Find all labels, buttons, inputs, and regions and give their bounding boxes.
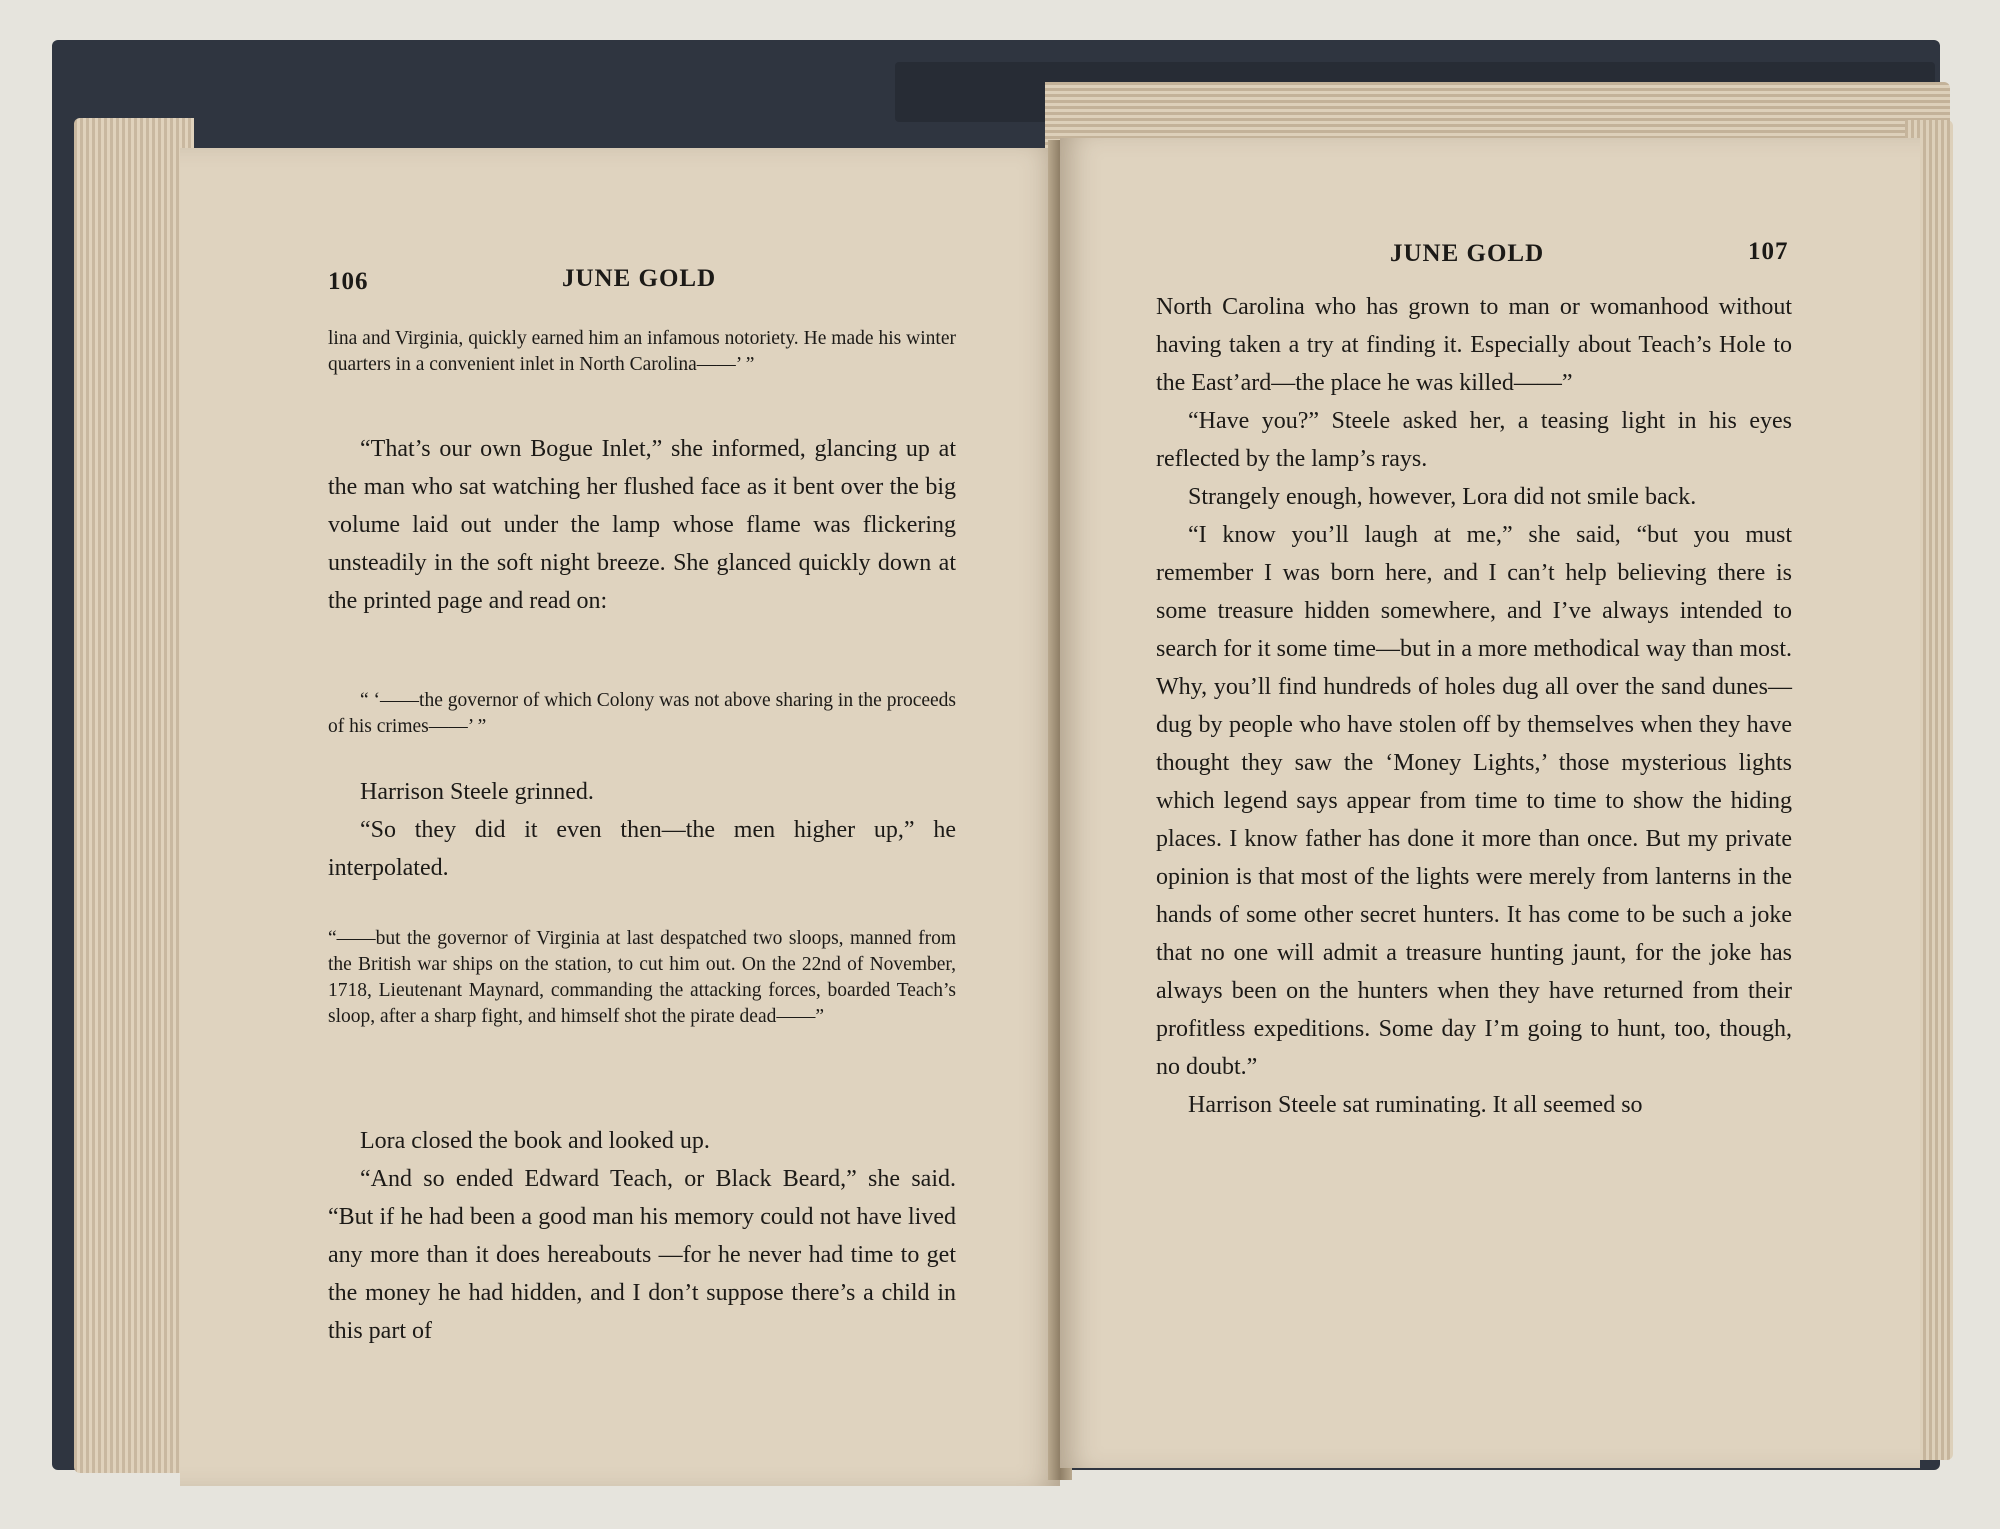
right-body xyxy=(1156,288,1792,1124)
body-paragraph: Lora closed the book and looked up. xyxy=(360,1128,710,1154)
body-paragraph: “So they did it even then—the men higher up,” he interpolated. xyxy=(328,817,956,881)
quote-paragraph: “ ‘——the governor of which Colony was not above sharing in the proceeds of his crimes——’ ” xyxy=(328,690,956,737)
body-paragraph: Strangely enough, however, Lora did not smile back. xyxy=(1188,484,1697,510)
quote-paragraph: “——but the governor of Virginia at last despatched two sloops, manned from the British war ships on the station, to cut him out. On the 22nd of November, 1718, Lieutenant Maynard, commanding the attacking forces, boarded Teach’s sloop, after a sharp fight, and himself shot the pirate dead——” xyxy=(328,928,956,1027)
body-paragraph: “I know you’ll laugh at me,” she said, “but you must remember I was born here, and I can’t help believing there is some treasure hidden somewhere, and I’ve always intended to search for it some time—but in a more methodical way than most. Why, you’ll find hundreds of holes dug all over the sand dunes—dug by people who have stolen off by themselves when they have thought they saw the ‘Money Lights,’ those mysterious lights which legend says appear from time to time to show the hiding places. I know father has done it more than once. But my private opinion is that most of the lights were merely from lanterns in the hands of some other secret hunters. It has come to be such a joke that no one will admit a treasure hunting jaunt, for the joke has always been on the hunters when they have returned from their profitless expeditions. Some day I’m going to hunt, too, though, no doubt.” xyxy=(1156,522,1792,1080)
left-running-head: JUNE GOLD xyxy=(562,265,717,292)
left-body-1 xyxy=(328,430,956,620)
right-running-head: JUNE GOLD xyxy=(1390,240,1545,267)
body-paragraph: Harrison Steele sat ruminating. It all seemed so xyxy=(1188,1092,1643,1118)
body-paragraph: North Carolina who has grown to man or womanhood without having taken a try at finding it. Especially about Teach’s Hole to the East’ard—the place he was killed——” xyxy=(1156,294,1792,396)
body-paragraph: “That’s our own Bogue Inlet,” she informed, glancing up at the man who sat watching her flushed face as it bent over the big volume laid out under the lamp whose flame was flickering unsteadily in the soft night breeze. She glanced quickly down at the printed page and read on: xyxy=(328,436,956,614)
right-page xyxy=(1060,138,1920,1468)
body-paragraph: “And so ended Edward Teach, or Black Beard,” she said. “But if he had been a good man his memory could not have lived any more than it does hereabouts —for he never had time to get the money he had hidden, and I don’t suppose there’s a child in this part of xyxy=(328,1166,956,1344)
left-page-number: 106 xyxy=(328,268,369,295)
left-body-2 xyxy=(328,773,956,887)
left-page xyxy=(180,148,1060,1486)
left-body-3 xyxy=(328,1122,956,1350)
left-quote-1 xyxy=(328,326,956,378)
body-paragraph: Harrison Steele grinned. xyxy=(360,779,594,805)
left-quote-3 xyxy=(328,926,956,1030)
left-quote-2 xyxy=(328,688,956,740)
left-page-edges xyxy=(74,118,194,1473)
body-paragraph: “Have you?” Steele asked her, a teasing light in his eyes reflected by the lamp’s rays. xyxy=(1156,408,1792,472)
right-page-number: 107 xyxy=(1748,238,1789,265)
quote-paragraph: lina and Virginia, quickly earned him an infamous notoriety. He made his winter quarters in a convenient inlet in North Carolina——’ ” xyxy=(328,328,956,375)
